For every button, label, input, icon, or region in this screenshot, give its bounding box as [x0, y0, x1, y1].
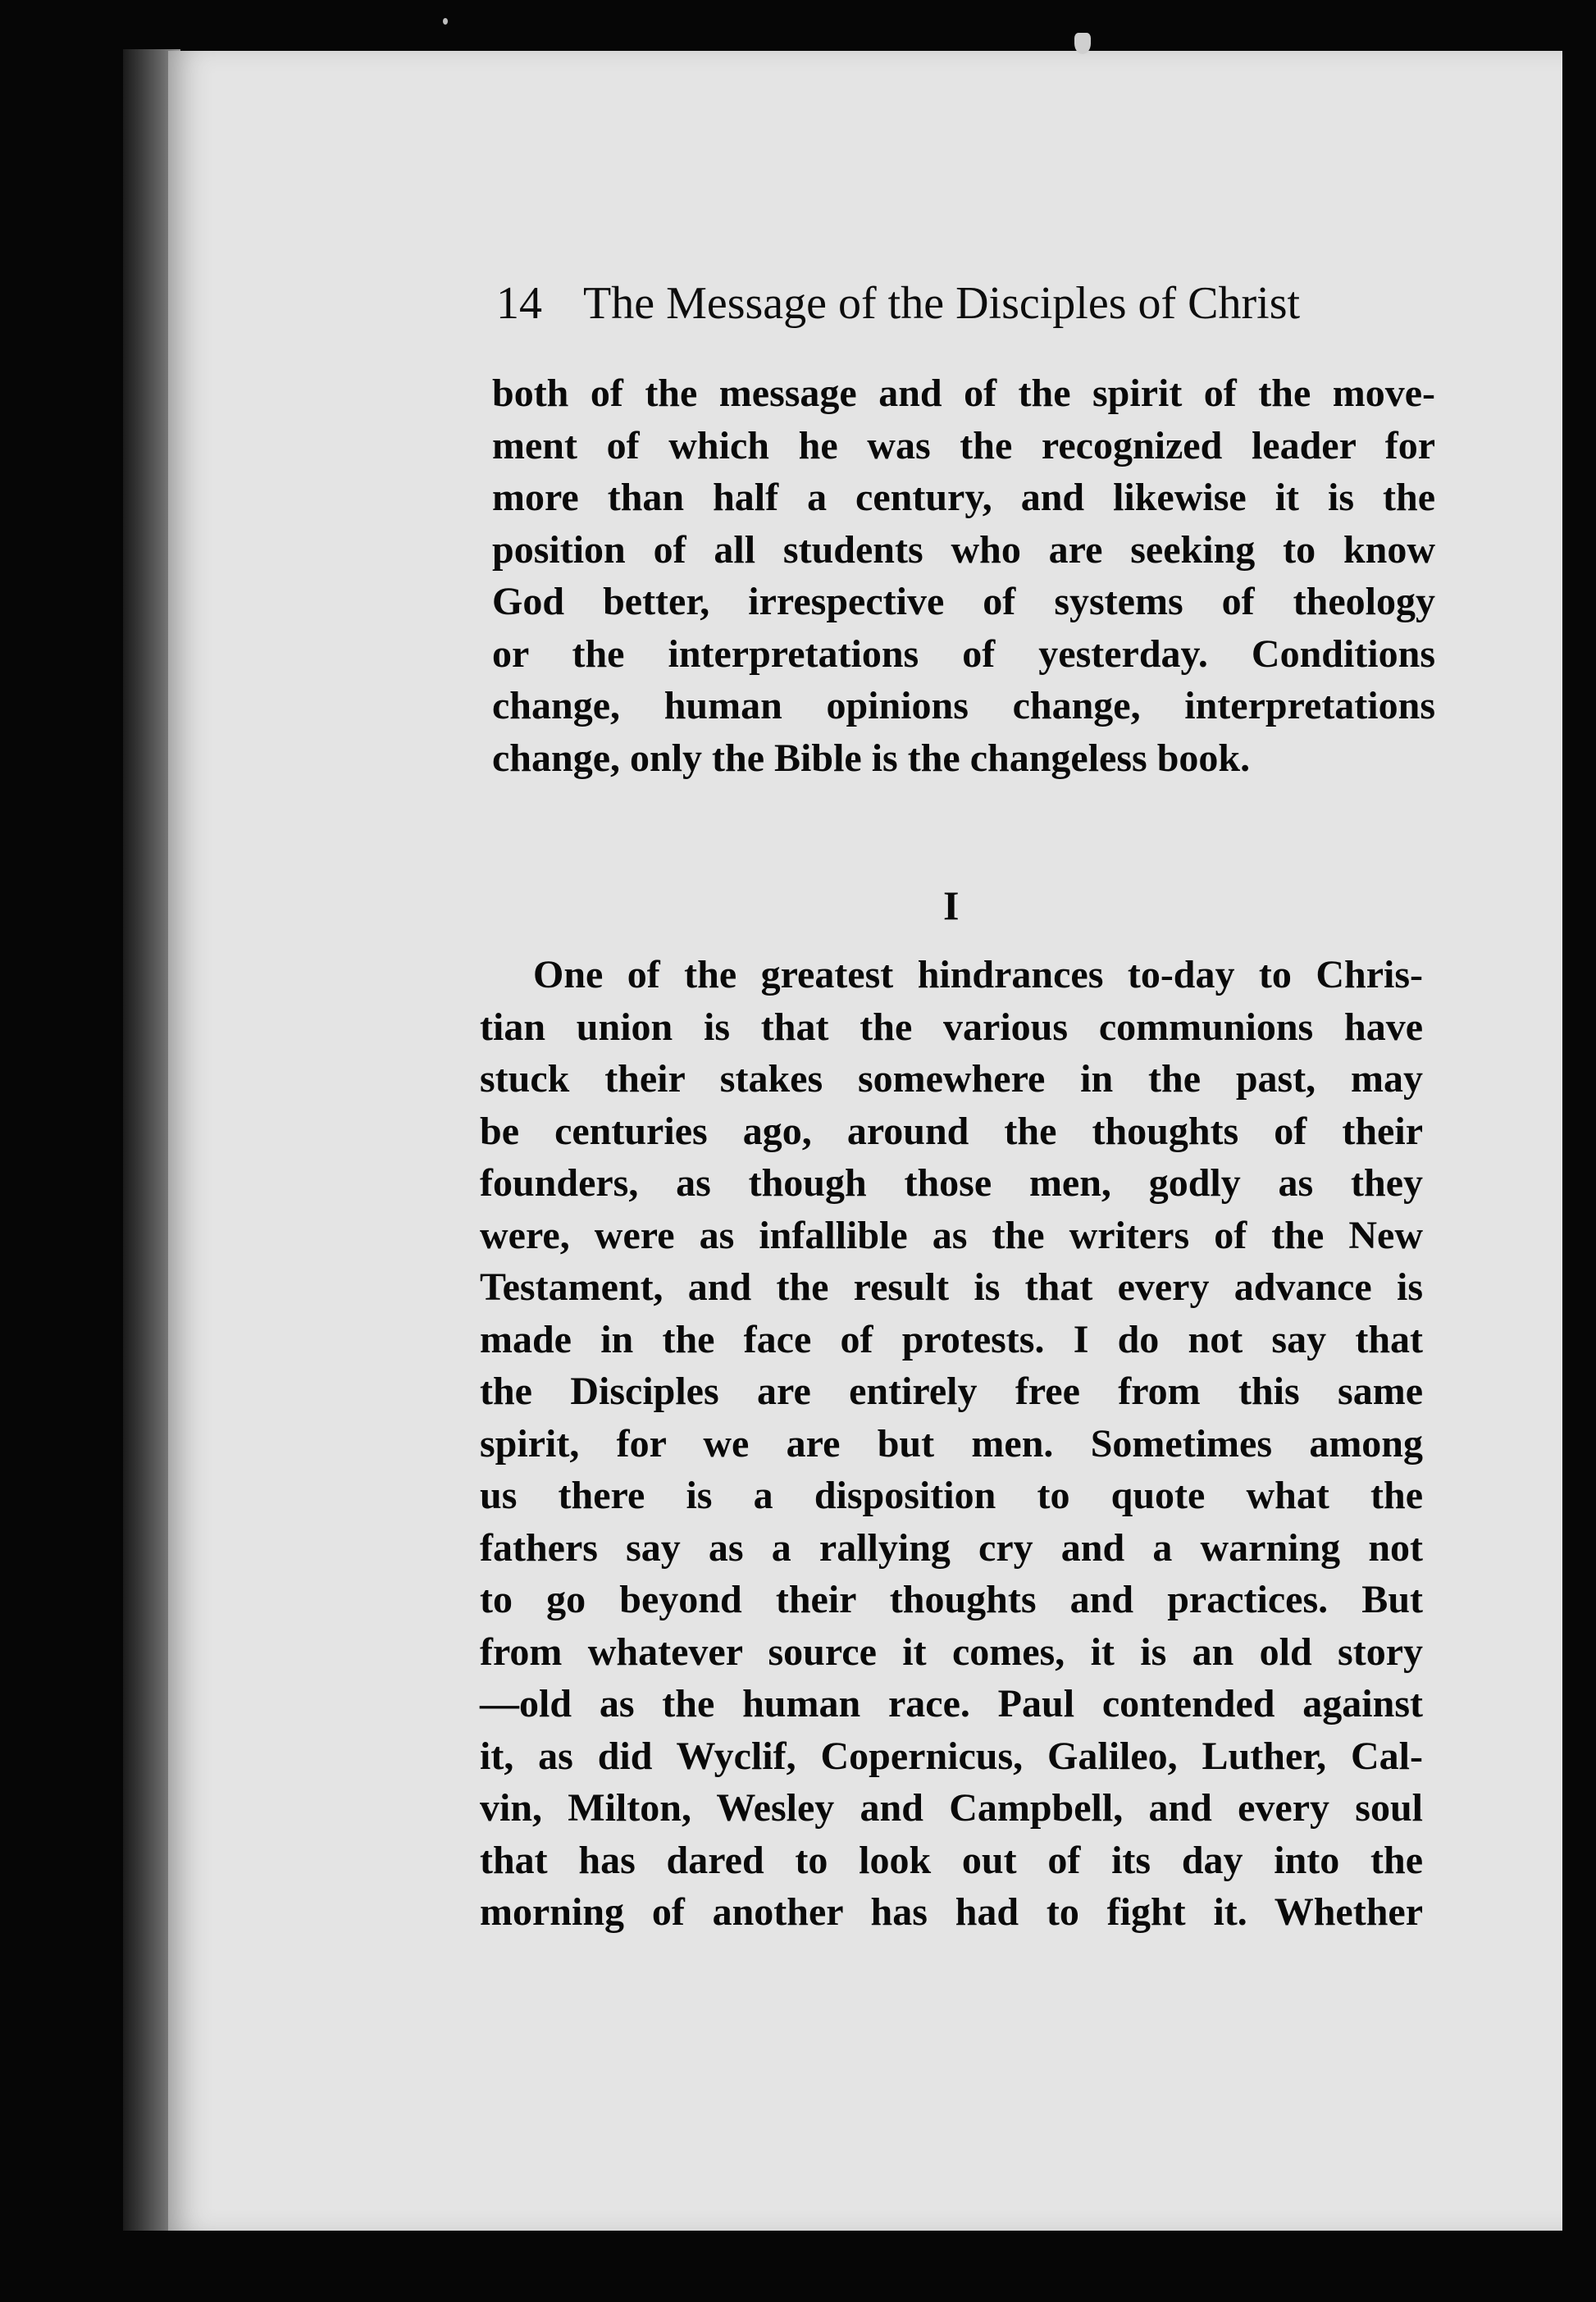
text-line: change, only the Bible is the changeless book. — [492, 736, 1251, 780]
text-line: made in the face of protests. I do not say that — [480, 1317, 1423, 1361]
running-head — [496, 277, 1382, 343]
paragraph-2 — [480, 949, 1423, 1939]
text-line: One of the greatest hindrances to-day to Chris- — [533, 953, 1423, 996]
running-title: The Message of the Disciples of Christ — [583, 278, 1301, 329]
text-line: spirit, for we are but men. Sometimes among — [480, 1421, 1423, 1466]
dust-speck — [443, 18, 448, 25]
section-numeral: I — [943, 882, 960, 928]
text-line: vin, Milton, Wesley and Campbell, and every soul — [480, 1786, 1423, 1830]
text-line: fathers say as a rallying cry and a warning not — [480, 1525, 1423, 1570]
text-line: that has dared to look out of its day into the — [480, 1838, 1423, 1882]
paragraph-1 — [492, 367, 1435, 784]
text-line: from whatever source it comes, it is an old story — [480, 1630, 1423, 1674]
text-line: both of the message and of the spirit of the move- — [492, 372, 1435, 415]
text-line: more than half a century, and likewise it is the — [492, 476, 1435, 519]
text-line: —old as the human race. Paul contended against — [480, 1682, 1423, 1725]
text-line: stuck their stakes somewhere in the past, may — [480, 1057, 1423, 1101]
text-line: Testament, and the result is that every advance is — [480, 1265, 1423, 1309]
text-line: position of all students who are seeking to know — [492, 527, 1435, 572]
text-line: or the interpretations of yesterday. Conditions — [492, 631, 1435, 676]
text-line: ment of which he was the recognized leader for — [492, 423, 1435, 467]
page-number: 14 — [496, 278, 542, 329]
text-line: founders, as though those men, godly as they — [480, 1161, 1423, 1205]
text-line: were, were as infallible as the writers of the New — [480, 1213, 1423, 1257]
text-line: morning of another has had to fight it. Whether — [480, 1890, 1423, 1934]
text-line: us there is a disposition to quote what the — [480, 1474, 1423, 1517]
text-line: tian union is that the various communions have — [480, 1005, 1423, 1049]
text-line: God better, irrespective of systems of theology — [492, 580, 1435, 623]
dust-speck — [1074, 33, 1091, 54]
text-line: to go beyond their thoughts and practices. But — [480, 1578, 1423, 1621]
text-line: the Disciples are entirely free from this same — [480, 1370, 1423, 1413]
text-line: change, human opinions change, interpretations — [492, 684, 1435, 727]
text-line: be centuries ago, around the thoughts of their — [480, 1109, 1423, 1153]
text-line: it, as did Wyclif, Copernicus, Galileo, Luther, Cal- — [480, 1734, 1423, 1778]
